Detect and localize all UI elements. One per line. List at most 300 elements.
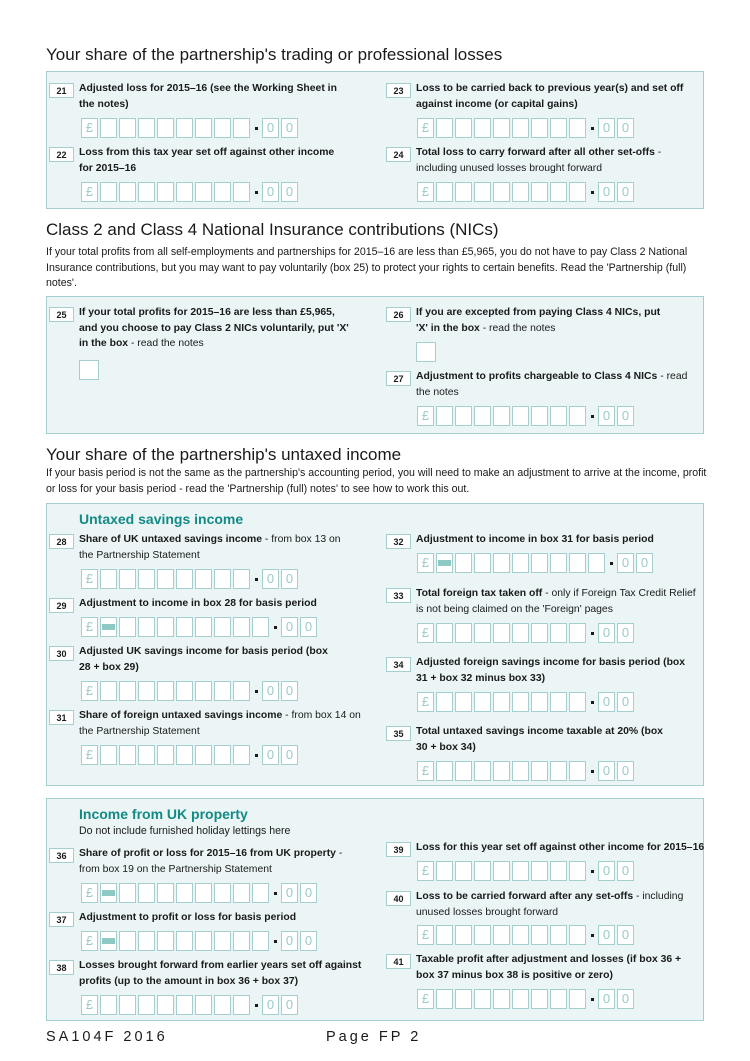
box-38-label: Losses brought forward from earlier years set off against profits (up to the amount in box 36 + box 37) [79,960,362,987]
currency-cell: £ [81,883,98,903]
digit-cell [100,182,117,202]
digit-cell [436,925,453,945]
digit-cell [138,995,155,1015]
currency-cell: £ [417,623,434,643]
digit-cell [569,118,586,138]
box-number: 33 [386,588,411,603]
box-32-label: Adjustment to income in box 31 for basis period [416,534,654,545]
box-28-label: Share of UK untaxed savings income - from box 13 on the Partnership Statement [79,534,341,561]
digit-cell [455,861,472,881]
box-36-entry[interactable] [81,883,319,903]
digit-cell [233,617,250,637]
box-31-label: Share of foreign untaxed savings income - from box 14 on the Partnership Statement [79,710,361,737]
box-number: 30 [49,646,74,661]
box-number: 21 [49,83,74,98]
pence-cell: 0 [281,931,298,951]
digit-cell [512,989,529,1009]
pence-cell: 0 [300,931,317,951]
pence-cell: 0 [281,182,298,202]
pence-cell: 0 [617,761,634,781]
digit-cell [550,692,567,712]
box-26-checkbox[interactable] [416,342,436,362]
digit-cell [138,883,155,903]
box-number: 32 [386,534,411,549]
digit-cell [176,745,193,765]
digit-cell [493,406,510,426]
digit-cell [569,692,586,712]
digit-cell [176,182,193,202]
digit-cell [474,989,491,1009]
box-number: 34 [386,657,411,672]
digit-cell [100,118,117,138]
pence-cell: 0 [617,406,634,426]
box-27-label: Adjustment to profits chargeable to Class 4 NICs - read the notes [416,371,688,398]
digit-cell [493,692,510,712]
digit-cell [119,569,136,589]
digit-cell [512,925,529,945]
box-number: 29 [49,598,74,613]
digit-cell [138,118,155,138]
digit-cell [176,931,193,951]
digit-cell [493,925,510,945]
currency-cell: £ [81,745,98,765]
pence-cell: 0 [598,692,615,712]
digit-cell [436,406,453,426]
property-title: Income from UK property [79,806,248,822]
digit-cell [233,931,250,951]
pence-cell: 0 [617,623,634,643]
digit-cell [569,861,586,881]
nics-heading: Class 2 and Class 4 National Insurance contributions (NICs) [46,220,499,239]
box-40-entry[interactable] [417,925,636,945]
box-number: 35 [386,726,411,741]
digit-cell [138,617,155,637]
digit-cell [157,118,174,138]
digit-cell [195,883,212,903]
digit-cell [512,553,529,573]
box-29-label: Adjustment to income in box 28 for basis period [79,598,317,609]
digit-cell [455,623,472,643]
currency-cell: £ [81,182,98,202]
digit-cell [436,182,453,202]
box-35-entry[interactable] [417,761,636,781]
digit-cell [569,925,586,945]
savings-title: Untaxed savings income [79,511,244,527]
currency-cell: £ [81,617,98,637]
digit-cell [138,569,155,589]
box-37-label: Adjustment to profit or loss for basis period [79,912,297,923]
pence-cell: 0 [617,182,634,202]
box-22-entry[interactable] [81,182,300,202]
decimal-point [255,578,258,581]
currency-cell: £ [417,925,434,945]
decimal-point [591,632,594,635]
digit-cell [569,623,586,643]
box-28-entry[interactable] [81,569,300,589]
digit-cell [550,623,567,643]
currency-cell: £ [81,681,98,701]
digit-cell [214,931,231,951]
decimal-point [591,191,594,194]
digit-cell [531,406,548,426]
box-24-entry[interactable] [417,182,636,202]
box-number: 28 [49,534,74,549]
box-26-label: If you are excepted from paying Class 4 NICs, put 'X' in the box - read the notes [416,307,661,334]
digit-cell [550,989,567,1009]
digit-cell [455,989,472,1009]
digit-cell [588,553,605,573]
digit-cell [176,681,193,701]
digit-cell [512,406,529,426]
digit-cell [569,406,586,426]
box-number: 37 [49,912,74,927]
digit-cell [119,995,136,1015]
nics-panel [46,296,704,434]
decimal-point [591,770,594,773]
property-panel [46,798,704,1021]
digit-cell [138,931,155,951]
digit-cell [119,681,136,701]
digit-cell [512,118,529,138]
pence-cell: 0 [617,118,634,138]
box-number: 36 [49,848,74,863]
digit-cell [100,681,117,701]
currency-cell: £ [417,761,434,781]
minus-sign-cell [100,931,117,951]
digit-cell [531,761,548,781]
digit-cell [550,406,567,426]
minus-sign-cell [100,883,117,903]
digit-cell [550,553,567,573]
pence-cell: 0 [636,553,653,573]
box-number: 24 [386,147,411,162]
pence-cell: 0 [281,883,298,903]
digit-cell [233,995,250,1015]
pence-cell: 0 [281,569,298,589]
digit-cell [214,681,231,701]
pence-cell: 0 [281,995,298,1015]
box-32-entry[interactable] [417,553,655,573]
digit-cell [252,617,269,637]
box-36-label: Share of profit or loss for 2015–16 from UK property - from box 19 on the Partnership Statement [79,848,343,875]
box-number: 22 [49,147,74,162]
digit-cell [233,182,250,202]
currency-cell: £ [81,569,98,589]
digit-cell [493,118,510,138]
currency-cell: £ [417,989,434,1009]
digit-cell [119,617,136,637]
box-number: 26 [386,307,411,322]
digit-cell [252,883,269,903]
decimal-point [610,562,613,565]
box-33-label: Total foreign tax taken off - only if Foreign Tax Credit Relief is not being claimed on the 'Foreign' pages [416,588,696,615]
pence-cell: 0 [262,569,279,589]
decimal-point [274,940,277,943]
digit-cell [455,182,472,202]
digit-cell [455,118,472,138]
box-41-label: Taxable profit after adjustment and losses (if box 36 + box 37 minus box 38 is positive or zero) [416,954,682,981]
digit-cell [531,861,548,881]
box-number: 25 [49,307,74,322]
pence-cell: 0 [598,118,615,138]
digit-cell [176,569,193,589]
digit-cell [195,681,212,701]
box-number: 41 [386,954,411,969]
page-number: Page FP 2 [326,1029,422,1045]
currency-cell: £ [417,182,434,202]
box-35-label: Total untaxed savings income taxable at 20% (box 30 + box 34) [416,726,663,753]
digit-cell [455,925,472,945]
pence-cell: 0 [617,553,634,573]
currency-cell: £ [417,692,434,712]
decimal-point [255,754,258,757]
digit-cell [550,118,567,138]
digit-cell [195,617,212,637]
pence-cell: 0 [262,182,279,202]
box-29-entry[interactable] [81,617,319,637]
digit-cell [195,931,212,951]
pence-cell: 0 [598,182,615,202]
minus-sign-cell [100,617,117,637]
digit-cell [436,118,453,138]
digit-cell [531,118,548,138]
digit-cell [512,761,529,781]
pence-cell: 0 [617,861,634,881]
digit-cell [195,569,212,589]
digit-cell [531,623,548,643]
digit-cell [474,118,491,138]
digit-cell [550,761,567,781]
digit-cell [569,182,586,202]
digit-cell [157,883,174,903]
pence-cell: 0 [598,925,615,945]
pence-cell: 0 [617,692,634,712]
digit-cell [119,931,136,951]
digit-cell [531,182,548,202]
digit-cell [493,761,510,781]
digit-cell [569,761,586,781]
box-34-entry[interactable] [417,692,636,712]
digit-cell [569,553,586,573]
pence-cell: 0 [617,925,634,945]
box-24-label: Total loss to carry forward after all other set-offs - including unused losses brought forward [416,147,662,174]
losses-heading: Your share of the partnership's trading or professional losses [46,45,503,64]
digit-cell [195,118,212,138]
box-number: 40 [386,891,411,906]
digit-cell [474,623,491,643]
pence-cell: 0 [300,883,317,903]
box-number: 31 [49,710,74,725]
currency-cell: £ [417,406,434,426]
pence-cell: 0 [598,406,615,426]
box-39-entry[interactable] [417,861,636,881]
digit-cell [455,553,472,573]
digit-cell [455,692,472,712]
digit-cell [214,995,231,1015]
digit-cell [157,182,174,202]
decimal-point [591,415,594,418]
box-38-entry[interactable] [81,995,300,1015]
digit-cell [550,861,567,881]
digit-cell [176,118,193,138]
box-25-checkbox[interactable] [79,360,99,380]
digit-cell [214,118,231,138]
digit-cell [138,182,155,202]
digit-cell [512,623,529,643]
decimal-point [255,127,258,130]
digit-cell [100,745,117,765]
currency-cell: £ [81,118,98,138]
digit-cell [493,553,510,573]
digit-cell [569,989,586,1009]
box-25-label: If your total profits for 2015–16 are less than £5,965, and you choose to pay Class 2 NICs voluntarily, put 'X' in the box - read the notes [79,307,349,349]
digit-cell [157,745,174,765]
box-number: 23 [386,83,411,98]
digit-cell [512,182,529,202]
digit-cell [233,681,250,701]
decimal-point [591,701,594,704]
digit-cell [157,617,174,637]
pence-cell: 0 [598,623,615,643]
pence-cell: 0 [617,989,634,1009]
box-23-label: Loss to be carried back to previous year(s) and set off against income (or capital gains) [416,83,684,110]
digit-cell [512,861,529,881]
pence-cell: 0 [598,861,615,881]
decimal-point [255,690,258,693]
pence-cell: 0 [281,745,298,765]
decimal-point [255,1004,258,1007]
currency-cell: £ [81,995,98,1015]
currency-cell: £ [417,861,434,881]
currency-cell: £ [417,553,434,573]
digit-cell [214,745,231,765]
decimal-point [274,892,277,895]
digit-cell [176,995,193,1015]
digit-cell [493,182,510,202]
pence-cell: 0 [598,989,615,1009]
box-21-label: Adjusted loss for 2015–16 (see the Working Sheet in the notes) [79,83,337,110]
digit-cell [550,182,567,202]
untaxed-intro: If your basis period is not the same as the partnership's accounting period, you will need to make an adjustment to arrive at the income, profit or loss for your basis period - read the 'Partnership (full) notes' to see how to work this out. [46,467,707,495]
digit-cell [176,883,193,903]
decimal-point [591,998,594,1001]
digit-cell [119,182,136,202]
digit-cell [436,989,453,1009]
property-note: Do not include furnished holiday lettings here [79,825,291,837]
digit-cell [474,861,491,881]
pence-cell: 0 [281,617,298,637]
nics-intro: If your total profits from all self-employments and partnerships for 2015–16 are less than £5,965, you do not have to pay Class 2 National Insurance contributions, but you may want to pay voluntarily (box 25) to protect your rights to certain benefits. Read the 'Partnership (full) notes'. [46,246,688,289]
digit-cell [474,406,491,426]
digit-cell [214,883,231,903]
digit-cell [474,553,491,573]
digit-cell [195,182,212,202]
digit-cell [195,745,212,765]
digit-cell [157,681,174,701]
decimal-point [591,870,594,873]
digit-cell [233,745,250,765]
digit-cell [157,569,174,589]
digit-cell [512,692,529,712]
box-41-entry[interactable] [417,989,636,1009]
digit-cell [531,553,548,573]
box-number: 39 [386,842,411,857]
digit-cell [493,989,510,1009]
decimal-point [591,934,594,937]
decimal-point [591,127,594,130]
digit-cell [493,623,510,643]
digit-cell [176,617,193,637]
box-39-label: Loss for this year set off against other income for 2015–16 [416,842,705,853]
digit-cell [233,569,250,589]
box-33-entry[interactable] [417,623,636,643]
currency-cell: £ [417,118,434,138]
digit-cell [252,931,269,951]
digit-cell [436,861,453,881]
digit-cell [474,761,491,781]
digit-cell [157,931,174,951]
digit-cell [474,182,491,202]
digit-cell [493,861,510,881]
box-21-entry[interactable] [81,118,300,138]
decimal-point [274,626,277,629]
pence-cell: 0 [262,995,279,1015]
box-30-entry[interactable] [81,681,300,701]
pence-cell: 0 [598,761,615,781]
box-number: 38 [49,960,74,975]
pence-cell: 0 [262,745,279,765]
digit-cell [119,745,136,765]
digit-cell [100,995,117,1015]
pence-cell: 0 [300,617,317,637]
digit-cell [214,182,231,202]
digit-cell [455,406,472,426]
currency-cell: £ [81,931,98,951]
box-34-label: Adjusted foreign savings income for basis period (box 31 + box 32 minus box 33) [416,657,686,684]
form-reference: SA104F 2016 [46,1029,168,1045]
digit-cell [455,761,472,781]
digit-cell [474,692,491,712]
digit-cell [233,883,250,903]
digit-cell [100,569,117,589]
digit-cell [157,995,174,1015]
untaxed-heading: Your share of the partnership's untaxed income [46,445,402,464]
digit-cell [436,623,453,643]
box-27-entry[interactable] [417,406,636,426]
pence-cell: 0 [281,681,298,701]
box-23-entry[interactable] [417,118,636,138]
pence-cell: 0 [262,681,279,701]
box-30-label: Adjusted UK savings income for basis period (box 28 + box 29) [79,646,328,673]
minus-sign-cell [436,553,453,573]
pence-cell: 0 [262,118,279,138]
digit-cell [550,925,567,945]
digit-cell [138,681,155,701]
digit-cell [531,989,548,1009]
digit-cell [119,118,136,138]
digit-cell [214,617,231,637]
digit-cell [531,692,548,712]
digit-cell [436,692,453,712]
savings-panel [46,503,704,786]
box-31-entry[interactable] [81,745,300,765]
digit-cell [233,118,250,138]
box-37-entry[interactable] [81,931,319,951]
decimal-point [255,191,258,194]
pence-cell: 0 [281,118,298,138]
digit-cell [531,925,548,945]
digit-cell [138,745,155,765]
